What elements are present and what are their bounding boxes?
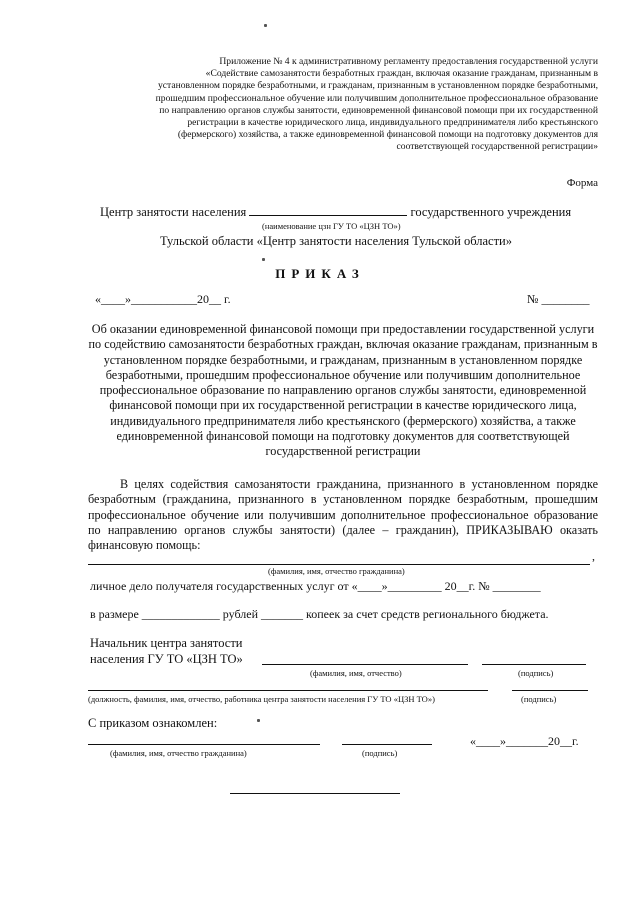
worker-sign-note: (подпись) <box>521 694 557 704</box>
head-sign-note: (подпись) <box>518 668 554 678</box>
center-suffix: государственного учреждения <box>410 205 572 219</box>
scan-dot <box>264 24 267 27</box>
center-region: Тульской области «Центр занятости населения Тульской области» <box>160 234 512 248</box>
order-number: № ________ <box>527 292 590 306</box>
amount-line: в размере _____________ рублей _______ копеек за счет средств регионального бюджета. <box>90 607 549 621</box>
appendix-header <box>70 56 598 154</box>
acquainted-sign-note: (подпись) <box>362 748 398 758</box>
worker-sign-line <box>512 690 588 691</box>
bottom-separator <box>230 793 400 794</box>
scan-dot <box>257 719 260 722</box>
head-fio-note: (фамилия, имя, отчество) <box>310 668 402 678</box>
worker-note: (должность, фамилия, имя, отчество, работника центра занятости населения ГУ ТО «ЦЗН ТО») <box>88 694 435 704</box>
worker-line <box>88 690 488 691</box>
head-title-line2: населения ГУ ТО «ЦЗН ТО» <box>90 652 243 666</box>
document-title: ПРИКАЗ <box>275 266 365 281</box>
recipient-name-note: (фамилия, имя, отчество гражданина) <box>268 566 405 576</box>
acquainted-label: С приказом ознакомлен: <box>88 716 218 730</box>
appendix-line: регистрации в качестве юридического лица, индивидуального предпринимателя либо крестьянского <box>187 117 598 129</box>
form-label: Форма <box>566 177 598 189</box>
head-sign-line <box>482 664 586 665</box>
acquainted-date: «____»_______20__г. <box>470 734 579 748</box>
appendix-line: Приложение № 4 к административному регламенту предоставления государственной услуги <box>219 56 598 67</box>
center-name-blank <box>249 204 407 216</box>
order-subject: Об оказании единовременной финансовой помощи при предоставлении государственной услуги по содействию самозанятости безработных граждан, включая оказание гражданам, признанным в установленном порядке безработными, и гражданам, признанным в установленном порядке безработными, прошедшим профессиональное обучение или получившим дополнительное профессиональное образование по направлению органов службы занятости, единовременной финансовой помощи при их государственной регистрации в качестве юридического лица, индивидуального предпринимателя либо крестьянского (фермерского) хозяйства, а также единовременной финансовой помощи на подготовку документов для соответствующей государственной регистрации <box>88 322 598 459</box>
recipient-name-line <box>88 564 590 565</box>
acquainted-sign-line <box>342 744 432 745</box>
recipient-comma: , <box>592 549 595 563</box>
appendix-line: прошедшим профессиональное обучение или получившим дополнительное профессиональное образование <box>155 92 598 104</box>
order-body: В целях содействия самозанятости гражданина, признанного в установленном порядке безработным (гражданина, признанного в установленном порядке безработным, прошедшим профессиональное обучение или получившим дополнительное профессиональное образование по направлению органов службы занятости) (далее – гражданин), ПРИКАЗЫВАЮ оказать финансовую помощь: <box>88 477 598 553</box>
center-name-note: (наименование цзн ГУ ТО «ЦЗН ТО») <box>262 221 401 231</box>
head-title-line1: Начальник центра занятости <box>90 636 243 650</box>
acquainted-fio-note: (фамилия, имя, отчество гражданина) <box>110 748 247 758</box>
scan-dot <box>262 258 265 261</box>
appendix-line: (фермерского) хозяйства, а также единовременной финансовой помощи на подготовку документов для <box>177 129 598 141</box>
head-fio-line <box>262 664 468 665</box>
appendix-line: по направлению органов службы занятости, единовременной финансовой помощи при их государственной <box>159 104 598 116</box>
employment-center-line <box>100 204 620 220</box>
order-date: «____»___________20__ г. <box>95 292 231 306</box>
case-file-line: личное дело получателя государственных услуг от «____»_________ 20__г. № ________ <box>90 579 541 593</box>
center-prefix: Центр занятости населения <box>100 205 247 219</box>
appendix-line: соответствующей государственной регистрации» <box>396 141 598 153</box>
acquainted-fio-line <box>88 744 320 745</box>
appendix-line: «Содействие самозанятости безработных граждан, включая оказание гражданам, признанным в <box>205 68 598 80</box>
appendix-line: установленном порядке безработными, и гражданам, признанным в установленном порядке безработными, <box>157 80 598 92</box>
